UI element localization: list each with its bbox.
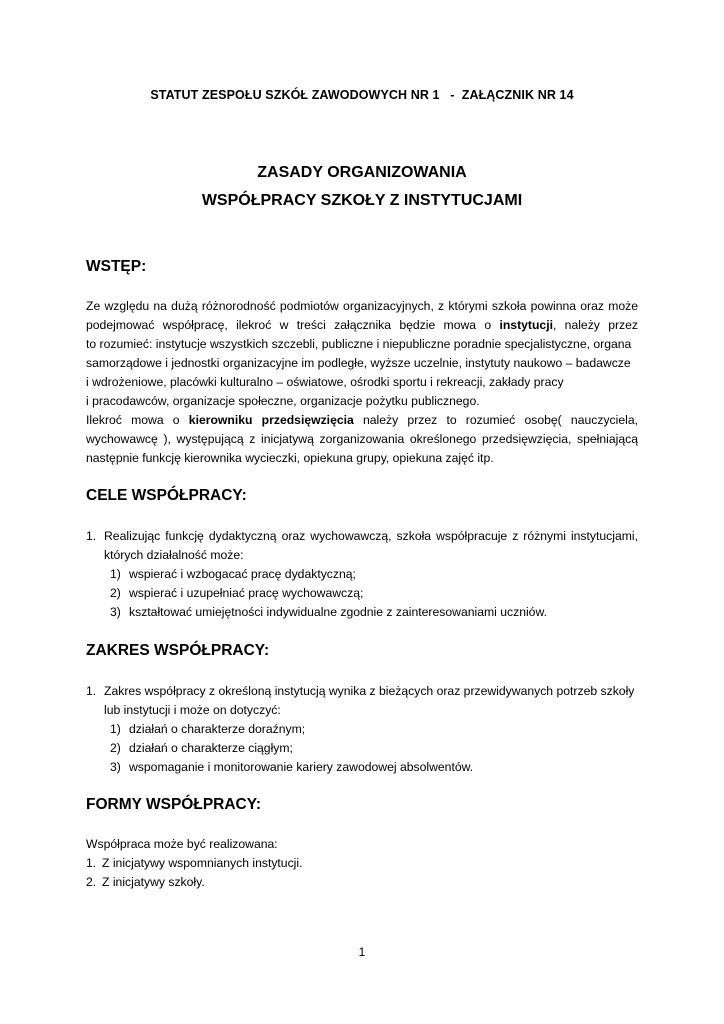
- zakres-subitem-1: [110, 720, 306, 739]
- wstep-line-7-end: należy przez to rozumieć osobę( nauczyciela,: [353, 413, 638, 427]
- wstep-line-8: wychowawcę ), występującą z inicjatywą zorganizowania określonego przedsięwzięcia, spełniającą: [86, 432, 638, 446]
- subitem-text: działań o charakterze doraźnym;: [129, 722, 306, 736]
- wstep-line-2-text: podejmować współpracę, ilekroć w treści załącznika będzie mowa o: [86, 318, 500, 332]
- cele-subitem-1: [110, 565, 356, 584]
- cele-subitem-2: [110, 584, 364, 603]
- cele-item-line-2: których działalność może:: [104, 548, 244, 562]
- item-text: Z inicjatywy szkoły.: [102, 875, 205, 889]
- cele-item-line-1: Realizując funkcję dydaktyczną oraz wychowawczą, szkoła współpracuje z różnymi instytucjami,: [104, 529, 638, 543]
- wstep-line-2: [86, 316, 638, 335]
- term-instytucji: instytucji: [499, 318, 553, 332]
- item-text: Z inicjatywy wspomnianych instytucji.: [102, 856, 303, 870]
- subitem-number: 1): [110, 722, 121, 736]
- subitem-number: 3): [110, 760, 121, 774]
- cele-item-number: 1.: [86, 529, 97, 543]
- cele-subitem-3: [110, 603, 547, 622]
- section-heading-formy: FORMY WSPÓŁPRACY:: [86, 796, 262, 813]
- formy-intro: Współpraca może być realizowana:: [86, 837, 278, 851]
- subitem-number: 1): [110, 567, 121, 581]
- section-heading-wstep: WSTĘP:: [86, 258, 147, 275]
- wstep-line-2-end: , należy przez: [552, 318, 638, 332]
- item-number: 1.: [86, 856, 97, 870]
- wstep-line-6: i pracodawców, organizacje społeczne, organizacje pożytku publicznego.: [86, 394, 480, 408]
- wstep-line-9: następnie funkcję kierownika wycieczki, opiekuna grupy, opiekuna zajęć itp.: [86, 451, 494, 465]
- formy-item-2: [86, 873, 205, 892]
- subitem-text: wspierać i uzupełniać pracę wychowawczą;: [129, 586, 364, 600]
- wstep-line-1: Ze względu na dużą różnorodność podmiotów organizacyjnych, z którymi szkoła powinna oraz może: [86, 299, 638, 313]
- zakres-subitem-3: [110, 758, 474, 777]
- zakres-item-number: 1.: [86, 684, 97, 698]
- document-title-line-1: ZASADY ORGANIZOWANIA: [257, 164, 467, 181]
- section-heading-zakres: ZAKRES WSPÓŁPRACY:: [86, 642, 270, 659]
- cele-item-text: [104, 527, 638, 565]
- item-number: 2.: [86, 875, 97, 889]
- term-kierownik: kierowniku przedsięwzięcia: [188, 413, 354, 427]
- wstep-paragraph: [86, 297, 638, 468]
- wstep-line-4: samorządowe i jednostki organizacyjne im podległe, wyższe uczelnie, instytuty naukowo – badawcze: [86, 356, 631, 370]
- page-number: 1: [358, 945, 366, 959]
- document-title-line-2: WSPÓŁPRACY SZKOŁY Z INSTYTUCJAMI: [201, 192, 523, 209]
- formy-item-1: [86, 854, 303, 873]
- subitem-number: 3): [110, 605, 121, 619]
- subitem-number: 2): [110, 741, 121, 755]
- wstep-line-3: to rozumieć: instytucje wszystkich szczebli, publiczne i niepubliczne poradnie specjalistyczne, organa: [86, 337, 632, 351]
- subitem-number: 2): [110, 586, 121, 600]
- section-heading-cele: CELE WSPÓŁPRACY:: [86, 487, 247, 504]
- subitem-text: wspierać i wzbogacać pracę dydaktyczną;: [129, 567, 356, 581]
- document-header: STATUT ZESPOŁU SZKÓŁ ZAWODOWYCH NR 1 - ZAŁĄCZNIK NR 14: [150, 88, 574, 102]
- wstep-line-7: [86, 411, 638, 430]
- subitem-text: kształtować umiejętności indywidualne zgodnie z zainteresowaniami uczniów.: [129, 605, 547, 619]
- wstep-line-7-text: Ilekroć mowa o: [86, 413, 189, 427]
- wstep-line-5: i wdrożeniowe, placówki kulturalno – oświatowe, ośrodki sportu i rekreacji, zakłady pracy: [86, 375, 564, 389]
- zakres-item-line-1: Zakres współpracy z określoną instytucją wynika z bieżących oraz przewidywanych potrzeb szkoły: [104, 684, 635, 698]
- zakres-item-text: [104, 682, 638, 720]
- zakres-subitem-2: [110, 739, 293, 758]
- zakres-item-line-2: lub instytucji i może on dotyczyć:: [104, 703, 281, 717]
- subitem-text: wspomaganie i monitorowanie kariery zawodowej absolwentów.: [129, 760, 474, 774]
- subitem-text: działań o charakterze ciągłym;: [129, 741, 293, 755]
